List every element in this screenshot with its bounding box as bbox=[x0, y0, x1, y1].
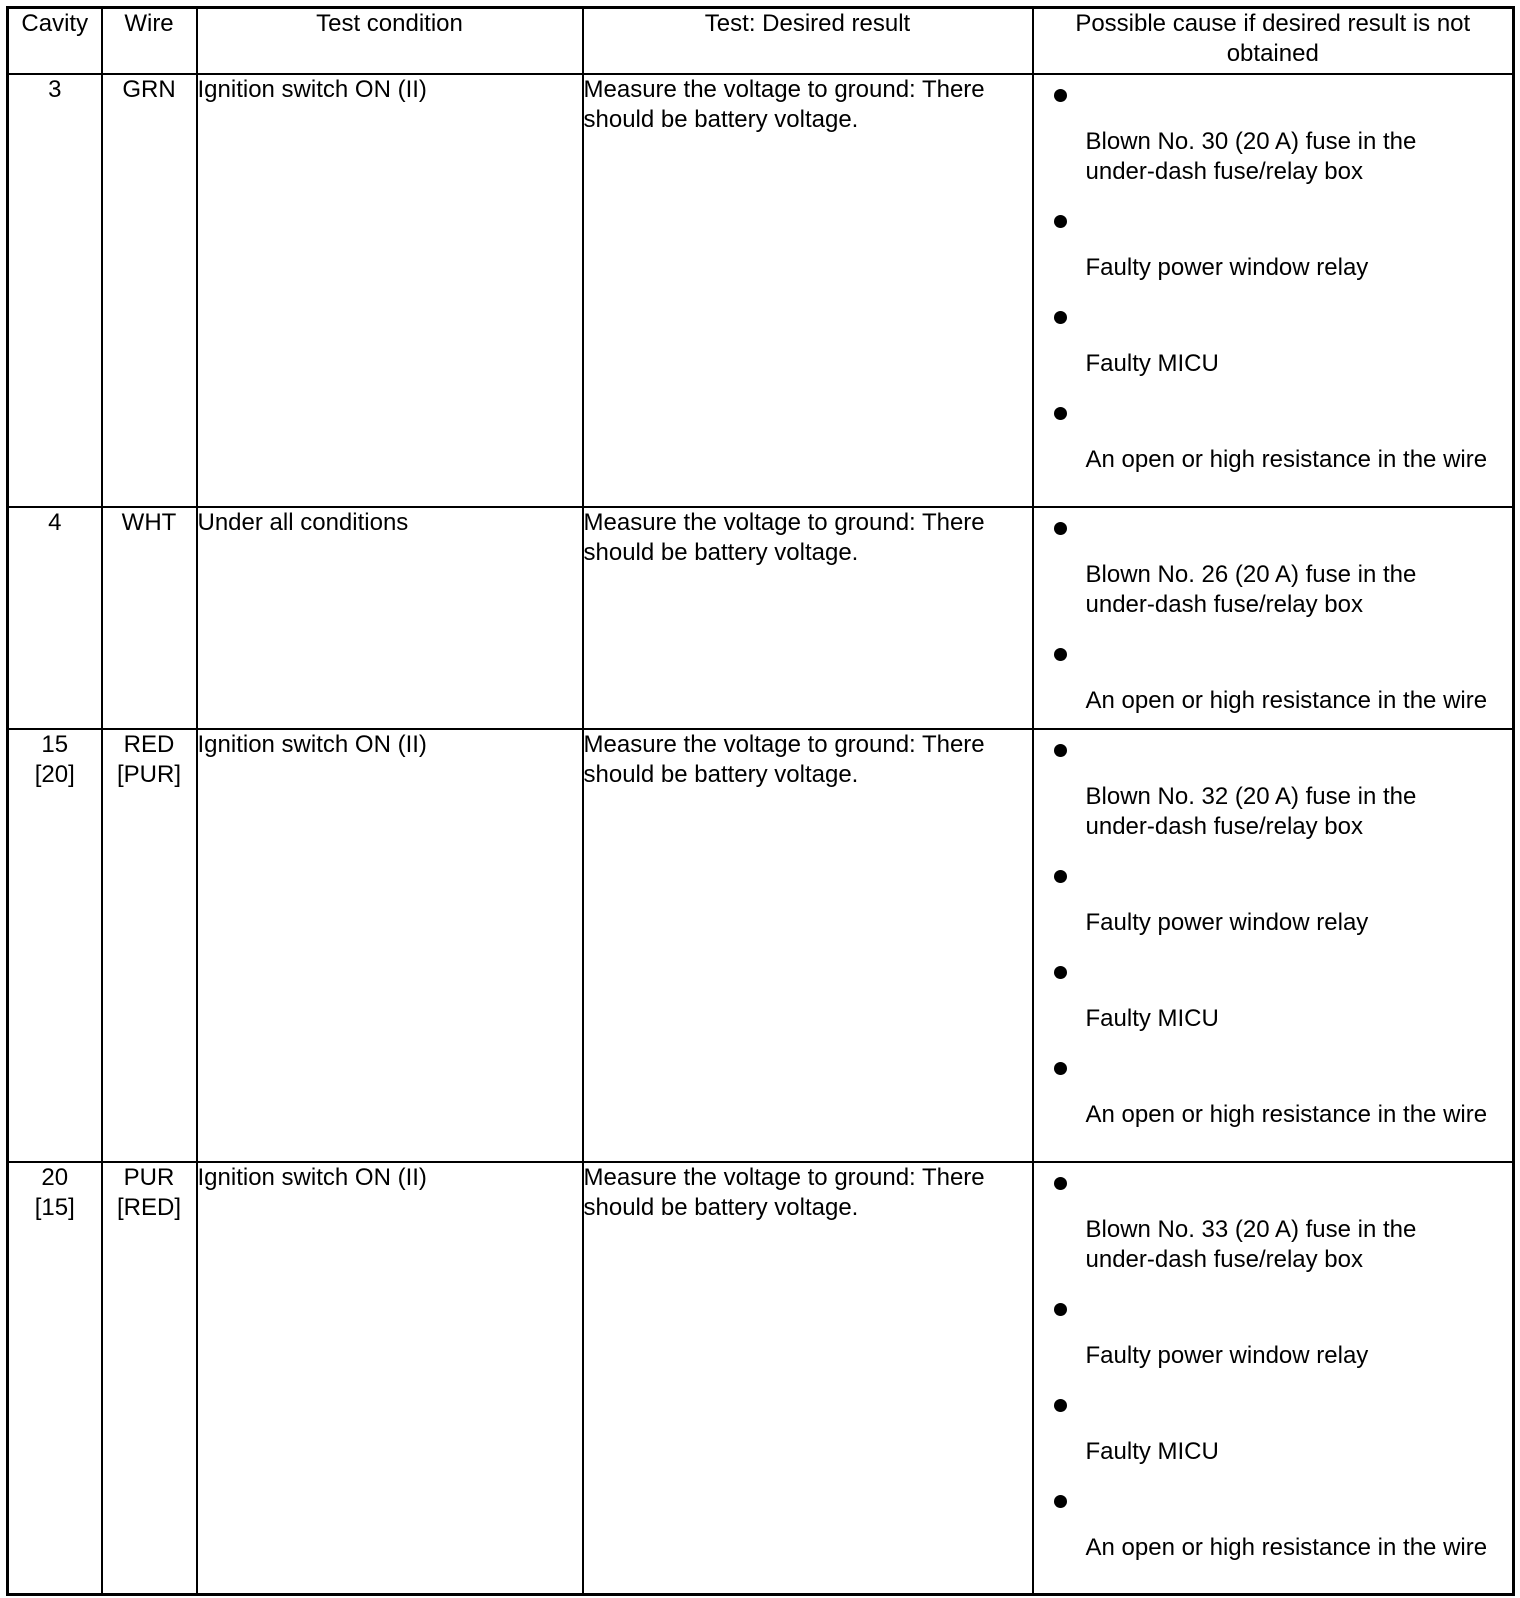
possible-cause-cell bbox=[1033, 1162, 1514, 1594]
cause-item bbox=[1034, 856, 1513, 938]
desired-result-cell bbox=[583, 74, 1033, 507]
cause-item bbox=[1034, 1048, 1513, 1130]
wire-value: GRN bbox=[122, 76, 176, 103]
cause-item bbox=[1034, 952, 1513, 1034]
desired-line: should be battery voltage. bbox=[583, 539, 859, 566]
cause-item bbox=[1034, 1289, 1513, 1371]
cause-text: Faulty MICU bbox=[1085, 350, 1219, 377]
cavity-value: 4 bbox=[48, 509, 62, 536]
table-row bbox=[8, 1162, 1514, 1594]
header-cause-line-2: obtained bbox=[1226, 40, 1319, 67]
desired-line: should be battery voltage. bbox=[583, 761, 859, 788]
bullet-icon bbox=[1054, 1177, 1067, 1190]
cavity-cell bbox=[8, 1162, 102, 1594]
cause-list bbox=[1034, 1163, 1513, 1563]
cavity-value: 3 bbox=[48, 76, 62, 103]
possible-cause-cell bbox=[1033, 729, 1514, 1162]
test-condition-cell: Under all conditions bbox=[197, 507, 583, 729]
cavity-value: 15 bbox=[41, 731, 69, 758]
bullet-icon bbox=[1054, 407, 1067, 420]
bullet-icon bbox=[1054, 1062, 1067, 1075]
wire-alt-value: [PUR] bbox=[116, 761, 181, 788]
bullet-icon bbox=[1054, 311, 1067, 324]
cause-text: Blown No. 32 (20 A) fuse in the bbox=[1085, 783, 1417, 810]
cause-text: An open or high resistance in the wire bbox=[1085, 446, 1488, 473]
cause-item bbox=[1034, 730, 1513, 842]
cause-text: Faulty power window relay bbox=[1085, 254, 1369, 281]
bullet-icon bbox=[1054, 522, 1067, 535]
bullet-icon bbox=[1054, 215, 1067, 228]
cause-item bbox=[1034, 201, 1513, 283]
cause-text: under-dash fuse/relay box bbox=[1085, 591, 1363, 618]
cavity-cell bbox=[8, 507, 102, 729]
cause-text: Faulty power window relay bbox=[1085, 909, 1369, 936]
cause-item bbox=[1034, 393, 1513, 475]
desired-result-cell bbox=[583, 1162, 1033, 1594]
connector-test-table bbox=[6, 6, 1515, 1596]
table-row bbox=[8, 507, 1514, 729]
cavity-cell bbox=[8, 729, 102, 1162]
table-row bbox=[8, 729, 1514, 1162]
wire-value: WHT bbox=[121, 509, 177, 536]
header-wire: Wire bbox=[102, 8, 197, 75]
wire-alt-value: [RED] bbox=[116, 1194, 181, 1221]
header-test-condition: Test condition bbox=[197, 8, 583, 75]
cause-item bbox=[1034, 508, 1513, 620]
wire-cell bbox=[102, 507, 197, 729]
cavity-value: 20 bbox=[41, 1164, 69, 1191]
cause-text: An open or high resistance in the wire bbox=[1085, 1101, 1488, 1128]
cause-text: An open or high resistance in the wire bbox=[1085, 687, 1488, 714]
wire-cell bbox=[102, 729, 197, 1162]
bullet-icon bbox=[1054, 1399, 1067, 1412]
desired-line: Measure the voltage to ground: There bbox=[583, 509, 985, 536]
test-condition-cell: Ignition switch ON (II) bbox=[197, 729, 583, 1162]
wire-value: PUR bbox=[123, 1164, 175, 1191]
header-cavity: Cavity bbox=[8, 8, 102, 75]
header-cause-line-1: Possible cause if desired result is not bbox=[1075, 10, 1471, 37]
cause-item bbox=[1034, 1385, 1513, 1467]
cause-item bbox=[1034, 1163, 1513, 1275]
cavity-alt-value: [20] bbox=[34, 761, 75, 788]
bullet-icon bbox=[1054, 744, 1067, 757]
cause-text: Faulty MICU bbox=[1085, 1438, 1219, 1465]
cause-item bbox=[1034, 1481, 1513, 1563]
desired-line: should be battery voltage. bbox=[583, 106, 859, 133]
cause-text: Faulty power window relay bbox=[1085, 1342, 1369, 1369]
cause-text: under-dash fuse/relay box bbox=[1085, 813, 1363, 840]
cause-list bbox=[1034, 75, 1513, 475]
wire-cell bbox=[102, 1162, 197, 1594]
possible-cause-cell bbox=[1033, 507, 1514, 729]
cause-text: Blown No. 33 (20 A) fuse in the bbox=[1085, 1216, 1417, 1243]
cause-list bbox=[1034, 508, 1513, 716]
desired-result-cell bbox=[583, 729, 1033, 1162]
cause-text: under-dash fuse/relay box bbox=[1085, 1246, 1363, 1273]
header-desired-result: Test: Desired result bbox=[583, 8, 1033, 75]
cause-text: Blown No. 30 (20 A) fuse in the bbox=[1085, 128, 1417, 155]
wire-cell bbox=[102, 74, 197, 507]
cause-item bbox=[1034, 75, 1513, 187]
desired-result-cell bbox=[583, 507, 1033, 729]
cause-text: under-dash fuse/relay box bbox=[1085, 158, 1363, 185]
cause-item bbox=[1034, 634, 1513, 716]
desired-line: Measure the voltage to ground: There bbox=[583, 76, 985, 103]
cavity-alt-value: [15] bbox=[34, 1194, 75, 1221]
possible-cause-cell bbox=[1033, 74, 1514, 507]
cause-text: An open or high resistance in the wire bbox=[1085, 1534, 1488, 1561]
cause-text: Faulty MICU bbox=[1085, 1005, 1219, 1032]
cause-list bbox=[1034, 730, 1513, 1130]
desired-line: should be battery voltage. bbox=[583, 1194, 859, 1221]
desired-line: Measure the voltage to ground: There bbox=[583, 731, 985, 758]
bullet-icon bbox=[1054, 870, 1067, 883]
header-possible-cause bbox=[1033, 8, 1514, 75]
bullet-icon bbox=[1054, 648, 1067, 661]
cause-item bbox=[1034, 297, 1513, 379]
test-condition-cell: Ignition switch ON (II) bbox=[197, 1162, 583, 1594]
desired-line: Measure the voltage to ground: There bbox=[583, 1164, 985, 1191]
bullet-icon bbox=[1054, 89, 1067, 102]
bullet-icon bbox=[1054, 1303, 1067, 1316]
cavity-cell bbox=[8, 74, 102, 507]
bullet-icon bbox=[1054, 1495, 1067, 1508]
bullet-icon bbox=[1054, 966, 1067, 979]
cause-text: Blown No. 26 (20 A) fuse in the bbox=[1085, 561, 1417, 588]
table-header bbox=[8, 8, 1514, 75]
test-condition-cell: Ignition switch ON (II) bbox=[197, 74, 583, 507]
wire-value: RED bbox=[123, 731, 175, 758]
table-row bbox=[8, 74, 1514, 507]
